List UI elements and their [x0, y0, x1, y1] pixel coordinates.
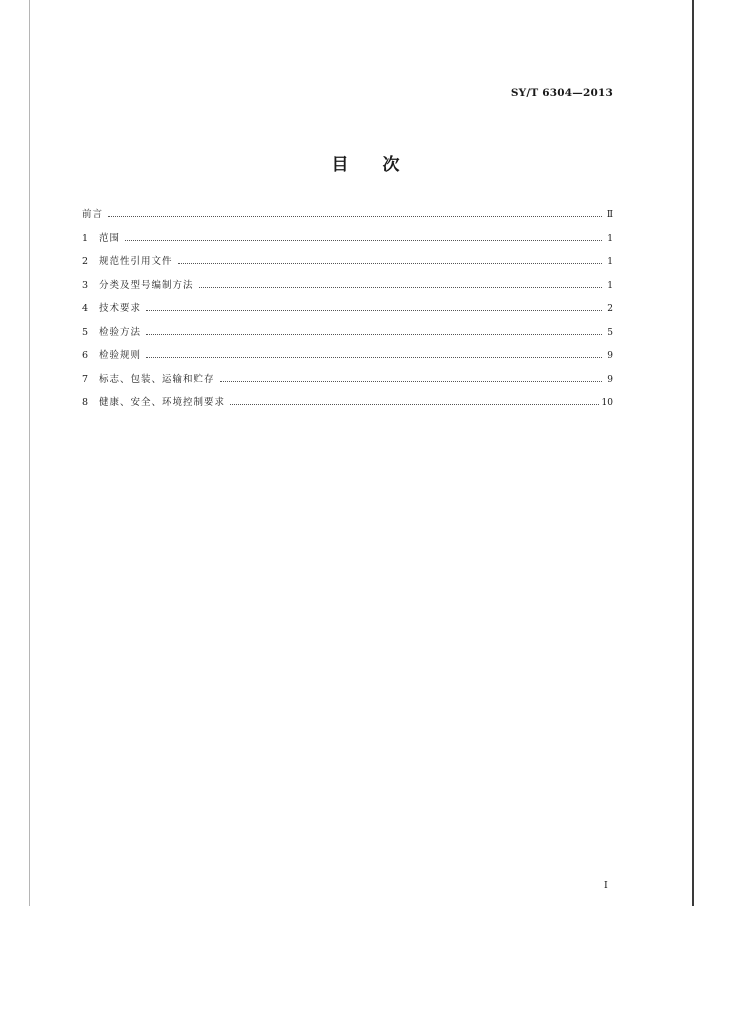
toc-entry-text: 分类及型号编制方法 — [99, 279, 194, 291]
toc-entry-scope[interactable] — [82, 230, 613, 254]
page-number: I — [604, 880, 608, 891]
toc-entry-number: 3 — [82, 279, 89, 291]
toc-entry-hse-requirements[interactable] — [82, 394, 613, 418]
toc-entry-number: 5 — [82, 326, 89, 338]
toc-entry-inspection-rules[interactable] — [82, 347, 613, 371]
toc-entry-test-methods[interactable] — [82, 324, 613, 348]
toc-entry-marking-packaging[interactable] — [82, 371, 613, 395]
toc-leader-dots — [146, 334, 602, 335]
toc-entry-page: 1 — [607, 233, 613, 244]
toc-leader-dots — [146, 357, 602, 358]
toc-entry-number: 2 — [82, 256, 89, 267]
toc-leader-dots — [125, 240, 602, 241]
toc-entry-text: 技术要求 — [99, 303, 142, 314]
toc-entry-text: 范围 — [99, 232, 121, 244]
toc-leader-dots — [178, 263, 602, 264]
toc-entry-page: 10 — [601, 398, 613, 408]
toc-entry-text: 健康、安全、环境控制要求 — [99, 397, 226, 408]
toc-entry-page: 1 — [607, 257, 613, 267]
toc-entry-number: 8 — [82, 397, 89, 408]
toc-entry-text: 标志、包装、运输和贮存 — [99, 373, 215, 385]
toc-leader-dots — [230, 404, 599, 405]
toc-entry-page: 9 — [607, 351, 613, 361]
toc-entry-foreword[interactable] — [82, 206, 613, 230]
toc-entry-normative-references[interactable] — [82, 253, 613, 277]
standard-code: SY/T 6304—2013 — [510, 87, 613, 99]
toc-entry-text: 前言 — [82, 209, 104, 220]
toc-leader-dots — [108, 216, 602, 217]
toc-entry-page: Ⅱ — [606, 210, 613, 220]
toc-entry-page: 9 — [607, 374, 613, 385]
toc-entry-number: 4 — [82, 303, 89, 314]
toc-leader-dots — [146, 310, 602, 311]
toc-entry-number: 6 — [82, 350, 89, 361]
page-edge-left — [29, 0, 30, 906]
toc-entry-page: 2 — [607, 304, 613, 314]
toc-entry-text: 规范性引用文件 — [99, 256, 173, 267]
toc-title: 目次 — [331, 155, 434, 175]
toc-entry-number: 7 — [82, 373, 89, 385]
page-edge-right — [692, 0, 694, 906]
toc-leader-dots — [199, 287, 602, 288]
toc-entry-classification[interactable] — [82, 277, 613, 301]
toc-entry-text: 检验规则 — [99, 350, 142, 361]
toc-entry-page: 1 — [607, 280, 613, 291]
toc-leader-dots — [220, 381, 602, 382]
toc-entry-text: 检验方法 — [99, 326, 142, 338]
table-of-contents — [82, 206, 613, 418]
toc-entry-number: 1 — [82, 232, 89, 244]
toc-entry-technical-requirements[interactable] — [82, 300, 613, 324]
toc-entry-page: 5 — [607, 327, 613, 338]
